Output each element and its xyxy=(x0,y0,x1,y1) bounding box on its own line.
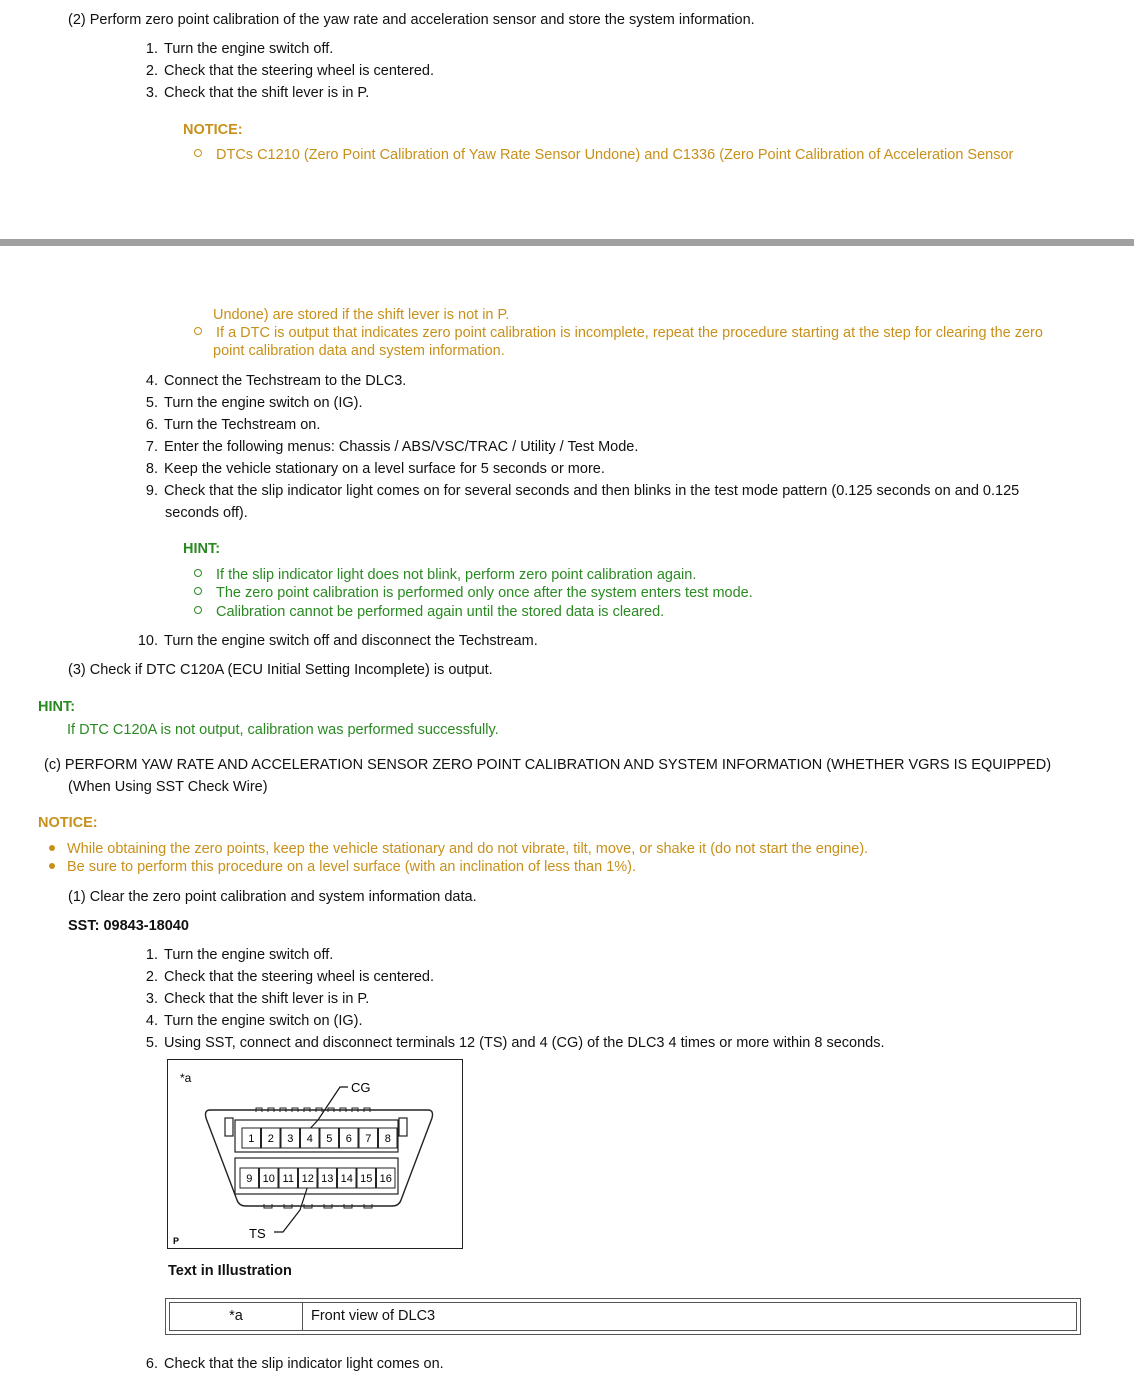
sst-number: SST: 09843-18040 xyxy=(68,918,189,934)
notice-item: DTCs C1210 (Zero Point Calibration of Yaw Rate Sensor Undone) and C1336 (Zero Point Calibration of Acceleration Sensor xyxy=(194,146,1013,164)
legend-key: *a xyxy=(170,1303,303,1330)
pin-label-13: 13 xyxy=(321,1173,334,1185)
connector-left-tab xyxy=(225,1118,233,1136)
pin-label-15: 15 xyxy=(360,1173,373,1185)
page-break-divider xyxy=(0,239,1134,246)
list-item: 2. Check that the steering wheel is centered. xyxy=(145,63,435,79)
pin-label-2: 2 xyxy=(267,1133,274,1145)
list-item-continued: seconds off). xyxy=(165,505,248,521)
hint-text: If DTC C120A is not output, calibration was performed successfully. xyxy=(67,722,499,738)
hint-label: HINT: xyxy=(183,541,221,557)
diagram-label-cg: CG xyxy=(351,1080,371,1095)
list-item: 1. Turn the engine switch off. xyxy=(145,41,334,57)
diagram-label-a: *a xyxy=(180,1071,192,1085)
diagram-label-ts: TS xyxy=(249,1226,266,1241)
list-item: 3. Check that the shift lever is in P. xyxy=(145,991,370,1007)
legend-table xyxy=(165,1298,1081,1335)
bullet-dot-icon xyxy=(49,863,55,869)
pin-label-4: 4 xyxy=(306,1133,313,1145)
list-item: 9. Check that the slip indicator light comes on for several seconds and then blinks in the test mode pattern (0.125 seconds on and 0.125 xyxy=(145,483,1020,499)
bullet-circle-icon xyxy=(194,569,202,577)
bullet-circle-icon xyxy=(194,149,202,157)
list-item: 1. Turn the engine switch off. xyxy=(145,947,334,963)
pin-label-3: 3 xyxy=(287,1133,294,1145)
hint-item: If the slip indicator light does not blink, perform zero point calibration again. xyxy=(194,566,696,584)
notice-item: Be sure to perform this procedure on a level surface (with an inclination of less than 1%). xyxy=(49,858,636,876)
pin-label-1: 1 xyxy=(248,1133,255,1145)
list-item: 8. Keep the vehicle stationary on a level surface for 5 seconds or more. xyxy=(145,461,605,477)
pin-label-5: 5 xyxy=(326,1133,333,1145)
section-2-title: (2) Perform zero point calibration of the yaw rate and acceleration sensor and store the system information. xyxy=(68,12,755,28)
pins-bottom-row xyxy=(240,1168,395,1188)
bullet-circle-icon xyxy=(194,606,202,614)
list-item: 7. Enter the following menus: Chassis / ABS/VSC/TRAC / Utility / Test Mode. xyxy=(145,439,639,455)
list-item: 2. Check that the steering wheel is centered. xyxy=(145,969,435,985)
bullet-circle-icon xyxy=(194,327,202,335)
notice-item-continued: Undone) are stored if the shift lever is not in P. xyxy=(213,307,510,323)
list-item: 4. Connect the Techstream to the DLC3. xyxy=(145,373,407,389)
hint-item: The zero point calibration is performed only once after the system enters test mode. xyxy=(194,584,753,602)
section-c-subtitle: (When Using SST Check Wire) xyxy=(68,779,268,795)
list-item: 5. Using SST, connect and disconnect terminals 12 (TS) and 4 (CG) of the DLC3 4 times or more within 8 seconds. xyxy=(145,1035,885,1051)
notice-label: NOTICE: xyxy=(38,815,98,831)
list-item: 6. Check that the slip indicator light comes on. xyxy=(145,1356,444,1372)
pin-label-6: 6 xyxy=(345,1133,352,1145)
pin-label-11: 11 xyxy=(282,1173,294,1185)
list-item: 4. Turn the engine switch on (IG). xyxy=(145,1013,363,1029)
section-3-title: (3) Check if DTC C120A (ECU Initial Setting Incomplete) is output. xyxy=(68,662,493,678)
pin-label-7: 7 xyxy=(365,1133,372,1145)
section-c-title: (c) PERFORM YAW RATE AND ACCELERATION SENSOR ZERO POINT CALIBRATION AND SYSTEM INFORMATION (WHETHER VGRS IS EQUIPPED) xyxy=(44,757,1052,773)
text-in-illustration-heading: Text in Illustration xyxy=(168,1263,292,1279)
pin-label-8: 8 xyxy=(384,1133,391,1145)
pins-top-row xyxy=(242,1128,397,1148)
notice-item: While obtaining the zero points, keep the vehicle stationary and do not vibrate, tilt, move, or shake it (do not start the engine). xyxy=(49,840,868,858)
legend-value: Front view of DLC3 xyxy=(311,1308,436,1324)
notice-item: If a DTC is output that indicates zero point calibration is incomplete, repeat the procedure starting at the step for clearing the zero xyxy=(194,324,1043,342)
pin-label-16: 16 xyxy=(379,1173,392,1185)
diagram-label-p: P xyxy=(173,1236,180,1246)
subsection-1-title: (1) Clear the zero point calibration and system information data. xyxy=(68,889,477,905)
pin-label-9: 9 xyxy=(246,1173,253,1185)
list-item: 5. Turn the engine switch on (IG). xyxy=(145,395,363,411)
bullet-dot-icon xyxy=(49,845,55,851)
pin-label-12: 12 xyxy=(301,1173,314,1185)
dlc3-diagram xyxy=(167,1059,463,1249)
list-item: 10. Turn the engine switch off and disconnect the Techstream. xyxy=(137,633,538,649)
pin-label-14: 14 xyxy=(340,1173,353,1185)
notice-item-continued: point calibration data and system information. xyxy=(213,343,505,359)
pin-label-10: 10 xyxy=(262,1173,275,1185)
connector-right-tab xyxy=(399,1118,407,1136)
list-item: 3. Check that the shift lever is in P. xyxy=(145,85,370,101)
list-item: 6. Turn the Techstream on. xyxy=(145,417,321,433)
notice-label: NOTICE: xyxy=(183,122,243,138)
bullet-circle-icon xyxy=(194,587,202,595)
hint-item: Calibration cannot be performed again until the stored data is cleared. xyxy=(194,603,664,621)
hint-label: HINT: xyxy=(38,699,76,715)
